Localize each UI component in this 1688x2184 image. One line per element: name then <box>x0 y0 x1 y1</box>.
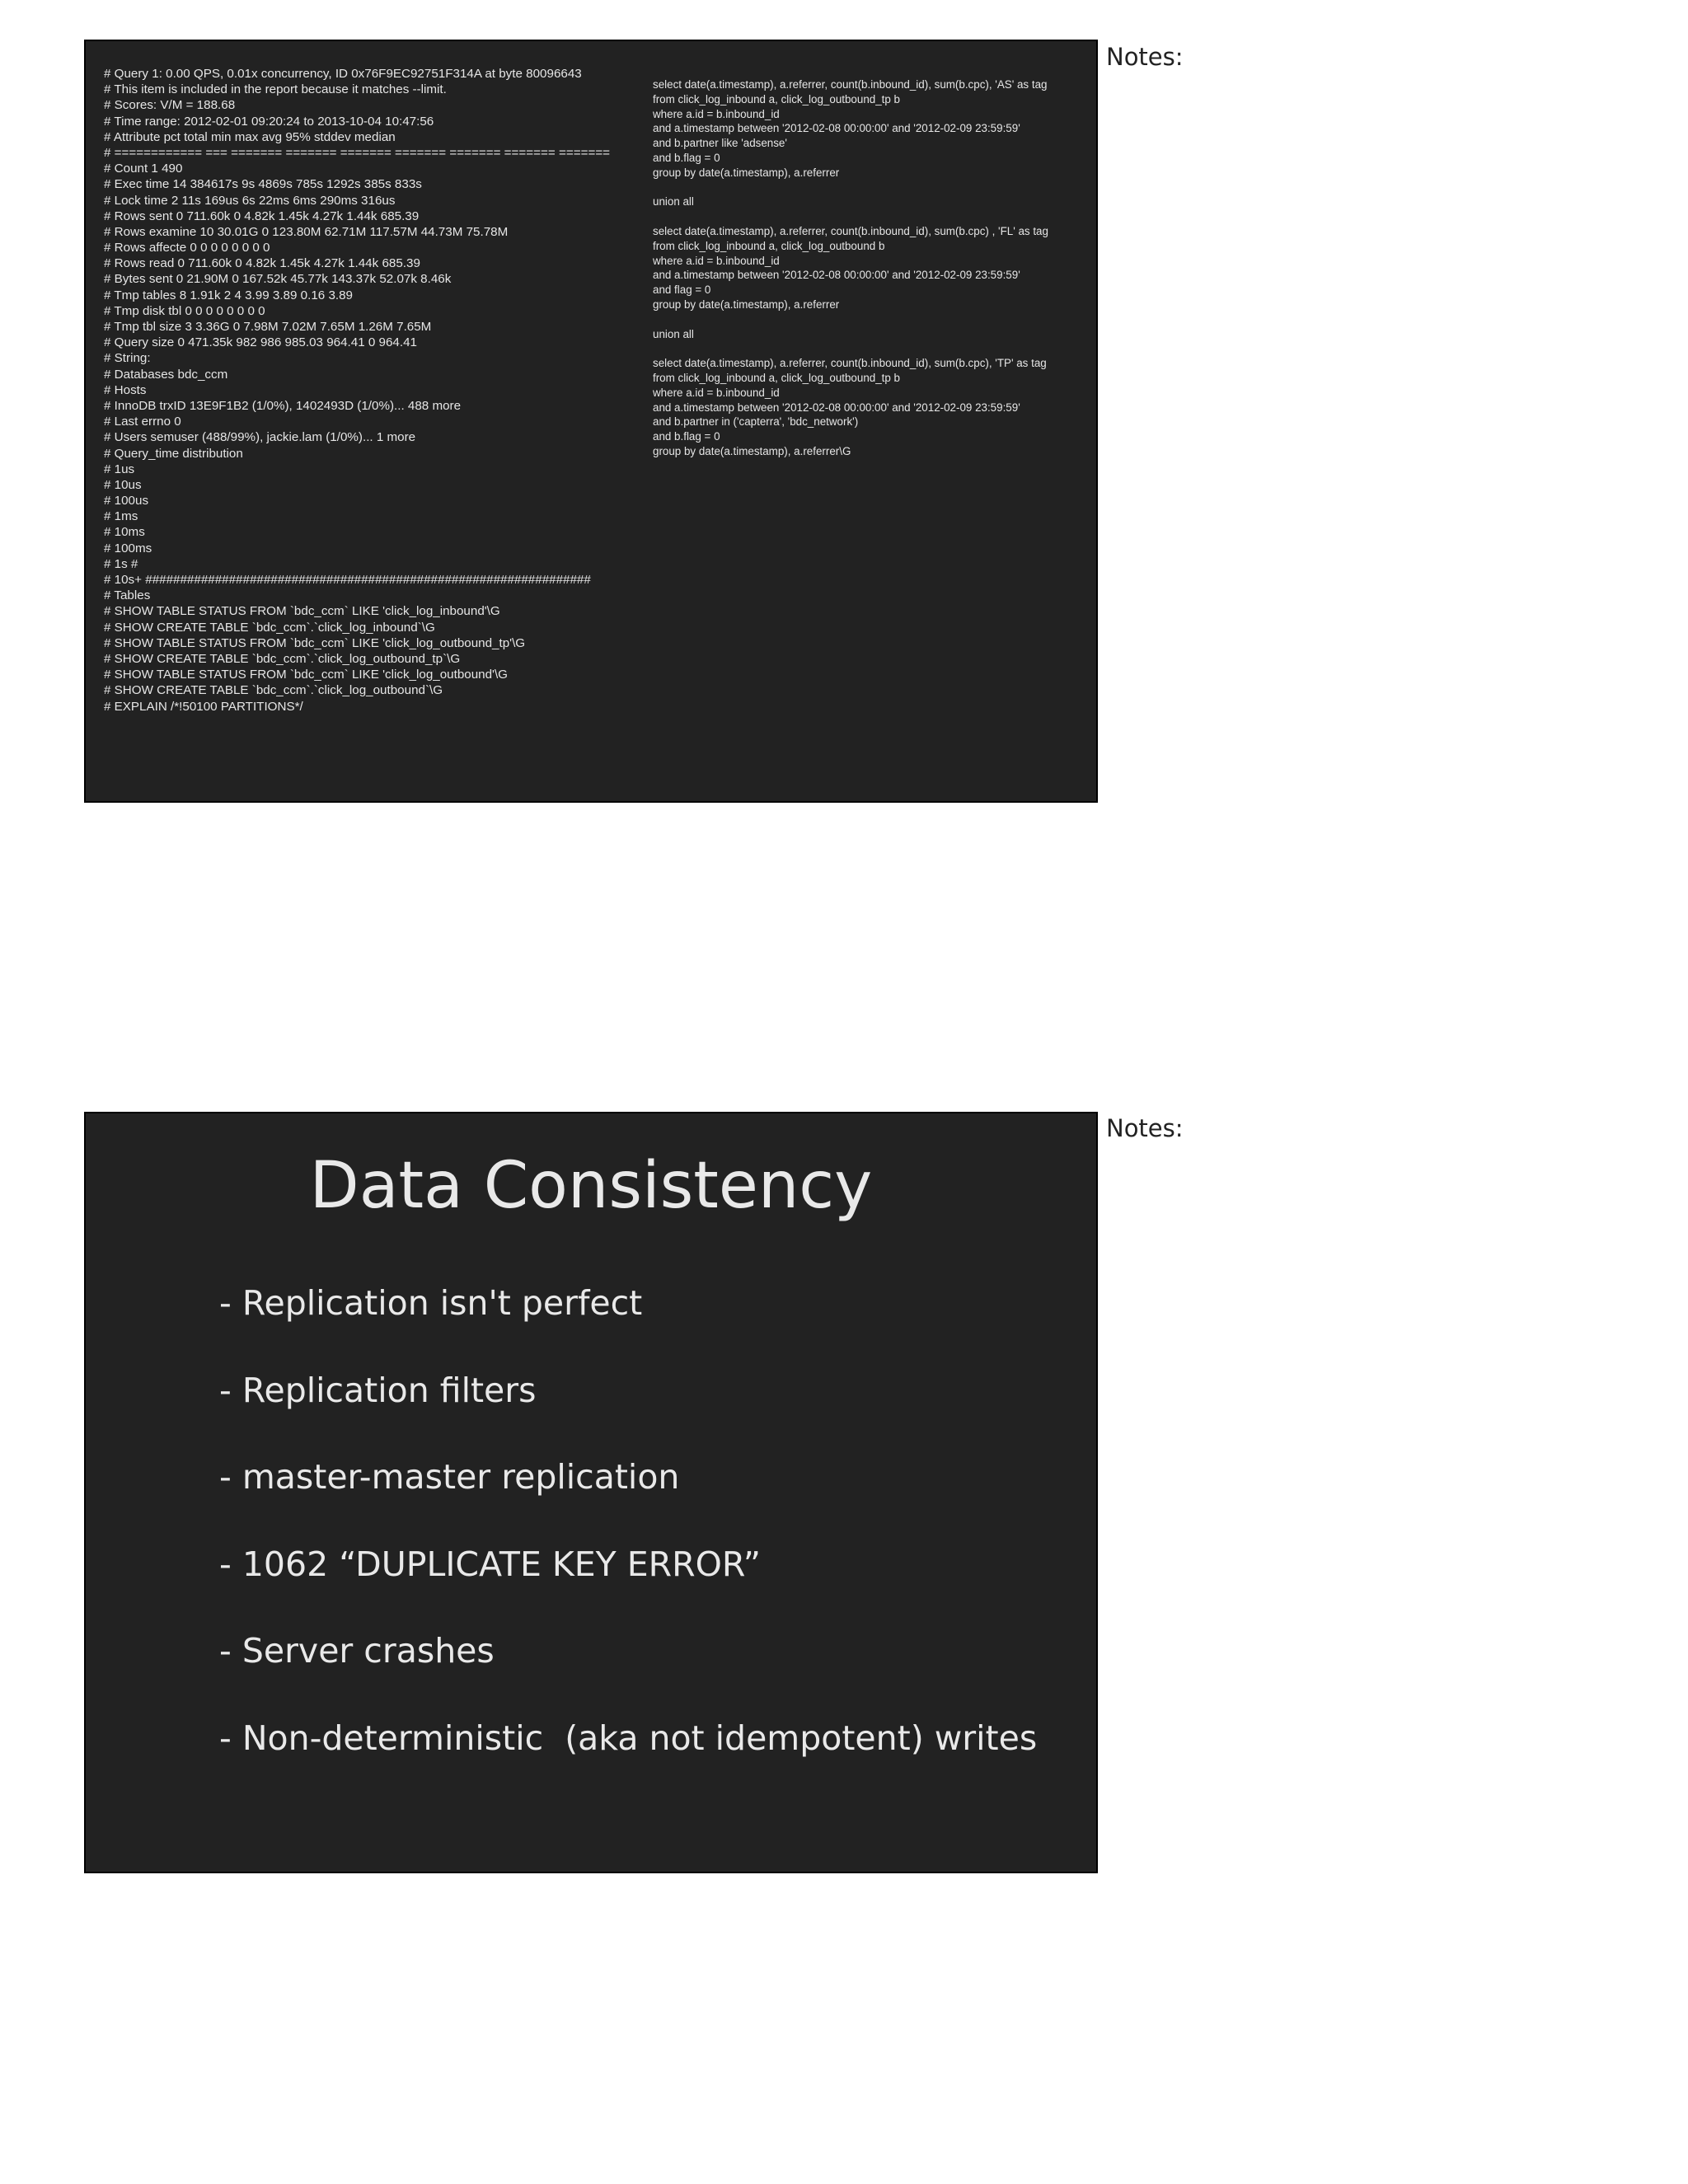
report-line: # Scores: V/M = 188.68 <box>104 98 236 113</box>
notes-label: Notes: <box>1106 1114 1184 1142</box>
report-line: # Last errno 0 <box>104 415 181 429</box>
report-line: # Rows read 0 711.60k 0 4.82k 1.45k 4.27k 1.44k 685.39 <box>104 256 420 271</box>
report-line: # Lock time 2 11s 169us 6s 22ms 6ms 290ms 316us <box>104 193 396 208</box>
sql-line: and a.timestamp between '2012-02-08 00:00:00' and '2012-02-09 23:59:59' <box>653 401 1020 414</box>
report-line: # Time range: 2012-02-01 09:20:24 to 2013-10-04 10:47:56 <box>104 114 434 129</box>
report-line: # SHOW TABLE STATUS FROM `bdc_ccm` LIKE 'click_log_inbound'\G <box>104 604 500 619</box>
report-line: # Rows affecte 0 0 0 0 0 0 0 0 <box>104 241 270 255</box>
report-line: # 1us <box>104 462 135 476</box>
bullet-item: - Replication filters <box>219 1370 537 1410</box>
report-line: # Query size 0 471.35k 982 986 985.03 964.41 0 964.41 <box>104 335 417 350</box>
sql-line: and b.flag = 0 <box>653 151 720 164</box>
bullet-list <box>219 1282 1037 1804</box>
sql-line: and a.timestamp between '2012-02-08 00:00:00' and '2012-02-09 23:59:59' <box>653 122 1020 135</box>
notes-label: Notes: <box>1106 43 1184 71</box>
sql-line: and b.partner like 'adsense' <box>653 137 787 150</box>
bullet-item: - Non-deterministic (aka not idempotent) writes <box>219 1718 1038 1758</box>
sql-line: from click_log_inbound a, click_log_outbound b <box>653 239 885 252</box>
slide-title: Data Consistency <box>309 1149 873 1223</box>
report-line: # SHOW CREATE TABLE `bdc_ccm`.`click_log_outbound`\G <box>104 683 443 698</box>
report-line: # Tables <box>104 588 151 603</box>
report-line: # SHOW CREATE TABLE `bdc_ccm`.`click_log_outbound_tp`\G <box>104 651 461 666</box>
report-line: # Bytes sent 0 21.90M 0 167.52k 45.77k 143.37k 52.07k 8.46k <box>104 272 452 287</box>
report-line: # Tmp tbl size 3 3.36G 0 7.98M 7.02M 7.65M 1.26M 7.65M <box>104 320 432 334</box>
sql-line: select date(a.timestamp), a.referrer, count(b.inbound_id), sum(b.cpc), 'TP' as tag <box>653 357 1047 370</box>
report-line: # EXPLAIN /*!50100 PARTITIONS*/ <box>104 699 303 714</box>
sql-line: from click_log_inbound a, click_log_outbound_tp b <box>653 371 901 384</box>
sql-line: select date(a.timestamp), a.referrer, count(b.inbound_id), sum(b.cpc) , 'FL' as tag <box>653 224 1048 237</box>
sql-line <box>653 180 1085 195</box>
sql-line: group by date(a.timestamp), a.referrer <box>653 298 840 311</box>
report-line: # Rows examine 10 30.01G 0 123.80M 62.71M 117.57M 44.73M 75.78M <box>104 224 509 239</box>
sql-line: and flag = 0 <box>653 284 711 297</box>
sql-line: group by date(a.timestamp), a.referrer <box>653 166 840 179</box>
report-line: # SHOW CREATE TABLE `bdc_ccm`.`click_log_inbound`\G <box>104 620 435 635</box>
report-line: # ============ === ======= ======= ======= ======= ======= ======= ======= <box>104 145 611 160</box>
report-line: # 10ms <box>104 525 145 540</box>
report-line: # 1s # <box>104 556 138 571</box>
report-line: # SHOW TABLE STATUS FROM `bdc_ccm` LIKE 'click_log_outbound'\G <box>104 668 508 682</box>
report-line: # Query 1: 0.00 QPS, 0.01x concurrency, ID 0x76F9EC92751F314A at byte 80096643 <box>104 67 582 81</box>
report-line: # Users semuser (488/99%), jackie.lam (1/0%)... 1 more <box>104 430 416 445</box>
sql-line: and a.timestamp between '2012-02-08 00:00:00' and '2012-02-09 23:59:59' <box>653 269 1020 282</box>
sql-query-text <box>653 77 1085 459</box>
bullet-item: - 1062 “DUPLICATE KEY ERROR” <box>219 1544 762 1584</box>
report-line: # Count 1 490 <box>104 162 183 176</box>
report-line: # 100ms <box>104 541 152 555</box>
report-line: # String: <box>104 351 151 366</box>
report-line: # Query_time distribution <box>104 446 243 461</box>
sql-line: union all <box>653 327 694 340</box>
report-line: # Exec time 14 384617s 9s 4869s 785s 1292s 385s 833s <box>104 177 422 192</box>
sql-line <box>653 341 1085 356</box>
report-line: # 10us <box>104 477 142 492</box>
sql-line: group by date(a.timestamp), a.referrer\G <box>653 444 851 457</box>
sql-line: and b.partner in ('capterra', 'bdc_network') <box>653 415 859 429</box>
sql-line <box>653 312 1085 327</box>
report-line: # Databases bdc_ccm <box>104 367 228 382</box>
report-line: # 100us <box>104 494 149 509</box>
report-line: # SHOW TABLE STATUS FROM `bdc_ccm` LIKE 'click_log_outbound_tp'\G <box>104 635 526 650</box>
bullet-item: - Server crashes <box>219 1631 495 1671</box>
report-line: # This item is included in the report because it matches --limit. <box>104 82 447 97</box>
report-line: # Hosts <box>104 382 147 397</box>
query-digest-report <box>104 66 681 715</box>
sql-line: where a.id = b.inbound_id <box>653 386 780 399</box>
bullet-item: - master-master replication <box>219 1457 680 1497</box>
sql-line: where a.id = b.inbound_id <box>653 254 780 267</box>
sql-line <box>653 209 1085 224</box>
sql-line: and b.flag = 0 <box>653 430 720 443</box>
sql-line: select date(a.timestamp), a.referrer, count(b.inbound_id), sum(b.cpc), 'AS' as tag <box>653 78 1048 91</box>
bullet-item: - Replication isn't perfect <box>219 1283 643 1323</box>
slide-query-report <box>84 40 1098 803</box>
sql-line: from click_log_inbound a, click_log_outbound_tp b <box>653 92 901 105</box>
report-line: # 1ms <box>104 509 138 524</box>
report-line: # Attribute pct total min max avg 95% stddev median <box>104 129 396 144</box>
report-line: # 10s+ ################################################################ <box>104 573 591 587</box>
sql-line: where a.id = b.inbound_id <box>653 107 780 120</box>
report-line: # Rows sent 0 711.60k 0 4.82k 1.45k 4.27k 1.44k 685.39 <box>104 209 420 223</box>
slide-data-consistency <box>84 1112 1098 1873</box>
report-line: # Tmp tables 8 1.91k 2 4 3.99 3.89 0.16 3.89 <box>104 288 353 302</box>
sql-line: union all <box>653 195 694 209</box>
report-line: # InnoDB trxID 13E9F1B2 (1/0%), 1402493D (1/0%)... 488 more <box>104 398 462 413</box>
report-line: # Tmp disk tbl 0 0 0 0 0 0 0 0 <box>104 303 265 318</box>
